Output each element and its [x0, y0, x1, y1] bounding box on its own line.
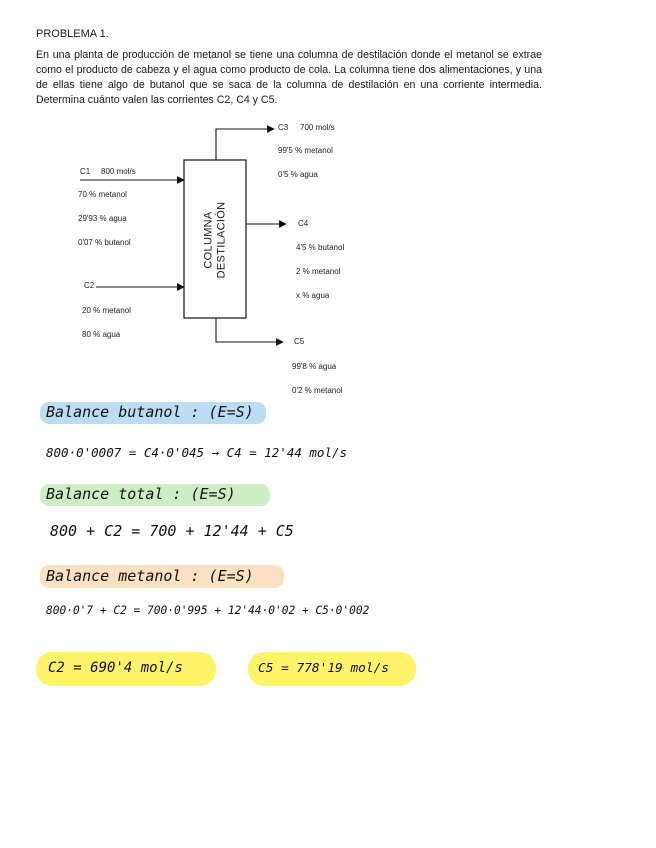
c3-name: C3: [278, 123, 289, 132]
column-label-line2: DESTILACIÓN: [215, 201, 227, 279]
metanol-balance-equation: 800·0'7 + C2 = 700·0'995 + 12'44·0'02 + C5·0'002: [46, 604, 370, 617]
c4-comp1: 4'5 % butanol: [296, 243, 345, 252]
c3-comp2: 0'5 % agua: [278, 170, 318, 179]
c1-comp1: 70 % metanol: [78, 190, 127, 199]
total-balance-heading: Balance total : (E=S): [46, 485, 236, 503]
c5-comp1: 99'8 % agua: [292, 362, 337, 371]
result-c2: C2 = 690'4 mol/s: [48, 660, 183, 676]
c3-top-arrow: [216, 129, 274, 160]
c4-comp2: 2 % metanol: [296, 267, 341, 276]
c1-flow: 800 mol/s: [101, 167, 136, 176]
c5-comp2: 0'2 % metanol: [292, 386, 343, 395]
c1-comp2: 29'93 % agua: [78, 214, 127, 223]
c5-bottom-arrow: [216, 318, 283, 342]
c4-comp3: x % agua: [296, 291, 330, 300]
column-label: [184, 162, 246, 318]
c4-name: C4: [298, 219, 309, 228]
c1-name: C1: [80, 167, 91, 176]
metanol-balance-heading: Balance metanol : (E=S): [46, 567, 254, 585]
problem-title: PROBLEMA 1.: [36, 28, 109, 40]
c2-name: C2: [84, 281, 95, 290]
c1-comp3: 0'07 % butanol: [78, 238, 131, 247]
c2-comp1: 20 % metanol: [82, 306, 131, 315]
butanol-balance-equation: 800·0'0007 = C4·0'045 → C4 = 12'44 mol/s: [46, 445, 348, 460]
column-label-line1: COLUMNA: [202, 211, 214, 269]
problem-statement: En una planta de producción de metanol se tiene una columna de destilación donde el metanol se extrae como el producto de cabeza y el agua como producto de cola. La columna tiene dos alimentaciones, y una de ellas tiene algo de butanol que se saca de la columna de destilación en una corriente intermedia. Determina cuánto valen las corrientes C2, C4 y C5.: [36, 49, 542, 106]
c3-comp1: 99'5 % metanol: [278, 146, 333, 155]
c5-name: C5: [294, 337, 305, 346]
total-balance-equation: 800 + C2 = 700 + 12'44 + C5: [50, 522, 294, 540]
c3-flow: 700 mol/s: [300, 123, 335, 132]
c2-comp2: 80 % agua: [82, 330, 121, 339]
butanol-balance-heading: Balance butanol : (E=S): [46, 403, 254, 421]
result-c5: C5 = 778'19 mol/s: [258, 661, 389, 676]
